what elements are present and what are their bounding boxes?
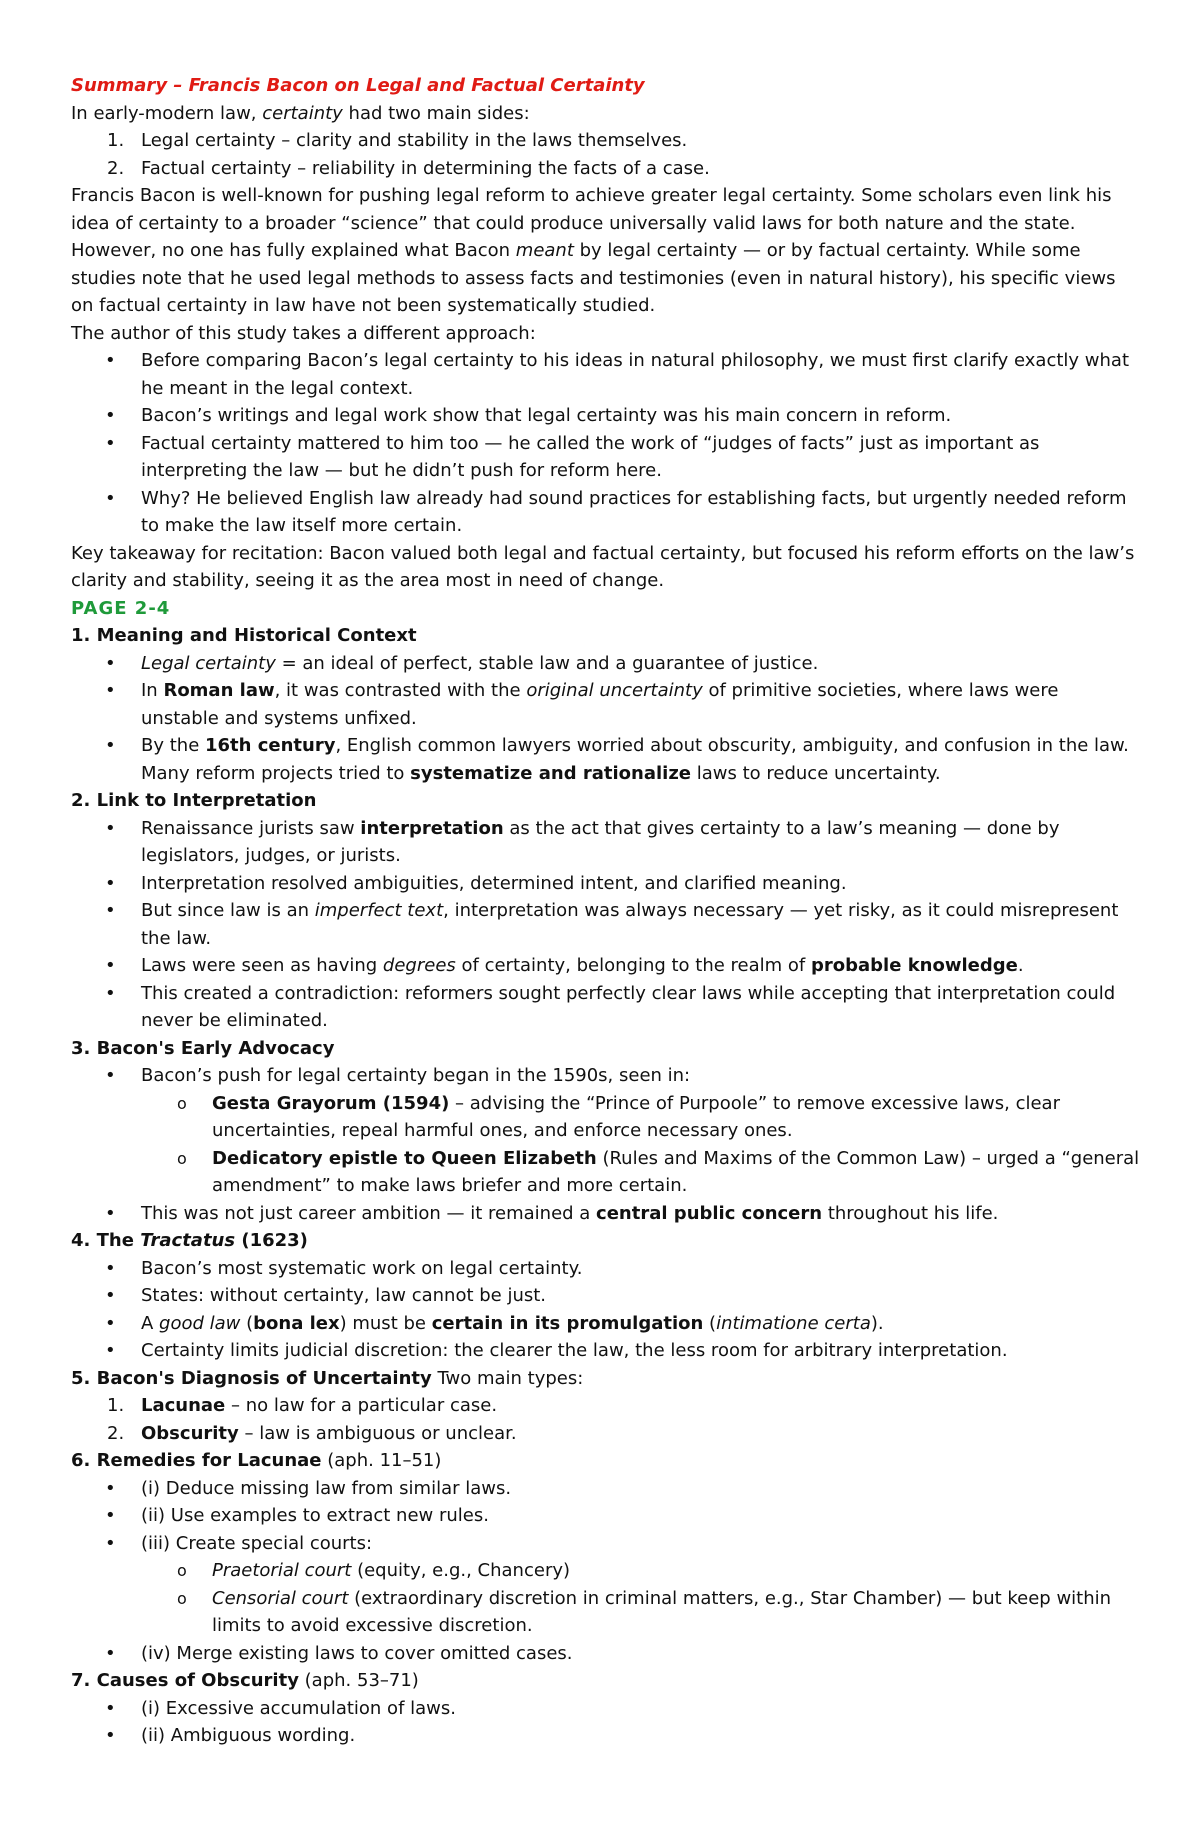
key-takeaway: Key takeaway for recitation: Bacon valued both legal and factual certainty, but focused his reform efforts on the law’s clarity and stability, seeing it as the area most in need of change. [71,542,1135,591]
sub-bullet-icon: o [177,1093,187,1113]
list-item [71,155,1141,183]
bullet-icon: • [105,872,116,894]
section-heading-early-advocacy: 3. Bacon's Early Advocacy [71,1037,335,1059]
list-item-text: – advising the “Prince of Purpoole” to remove excessive laws, clear uncertainties, repeal harmful ones, and enforce necessary ones. [212,1092,1060,1141]
list-item-text: This was not just career ambition — it remained a [141,1202,597,1224]
bullet-icon: • [105,817,116,839]
list-item [71,815,1141,870]
list-item [71,430,1141,485]
bullet-icon: • [105,350,116,371]
document-body [71,72,1141,1750]
certainty-sides-list [71,127,1141,182]
list-item-text: (extraordinary discretion in criminal matters, e.g., Star Chamber) — but keep within limits to avoid excessive discretion. [212,1587,1112,1636]
list-item [71,347,1141,402]
bullet-icon: • [105,900,116,921]
list-item [71,1200,1141,1228]
heading-text-end: (1623) [235,1230,308,1251]
term-bold: interpretation [360,817,504,839]
list-item-text: Bacon’s most systematic work on legal certainty. [141,1257,583,1279]
section-5-list [71,1392,1141,1447]
bullet-icon: • [105,680,116,701]
list-number: 2. [107,157,125,179]
bullet-icon: • [105,1532,116,1554]
bullet-icon: • [105,1505,116,1526]
list-item [71,127,1141,155]
list-item [71,1502,1141,1530]
list-item [71,485,1141,540]
term-emphasis: original uncertainty [526,680,703,701]
bullet-icon: • [105,1697,116,1719]
list-item-text: laws to reduce uncertainty. [691,762,941,784]
section-6-list [71,1475,1141,1668]
section-1-list [71,650,1141,788]
sub-bullet-icon: o [177,1148,187,1168]
term-emphasis: good law [159,1312,241,1334]
list-item-text: . [1017,955,1024,976]
paragraph-bacon-reform [71,182,1141,320]
bullet-icon: • [105,1312,116,1334]
section-4-list [71,1255,1141,1365]
list-item-text: of primitive societies, where laws were unstable and systems unfixed. [141,680,1059,729]
term-bold: central public concern [596,1202,823,1224]
heading-text: 4. The [71,1230,141,1251]
list-item-text: Factual certainty mattered to him too — he called the work of “judges of facts” just as important as interpreting the law — but he didn’t push for reform here. [141,432,1040,481]
list-item-text: ). [870,1312,884,1334]
list-item-text: = an ideal of perfect, stable law and a guarantee of justice. [275,652,819,674]
term-bold: Lacunae [141,1395,226,1416]
bullet-icon: • [105,487,116,509]
intro-line [71,100,1141,128]
list-item-text: – no law for a particular case. [225,1395,498,1416]
bullet-icon: • [105,1725,116,1746]
bullet-icon: • [105,955,116,976]
bullet-icon: • [105,405,116,426]
approach-list [71,347,1141,540]
list-item-text: (ii) Ambiguous wording. [141,1725,356,1746]
list-item-text: (i) Excessive accumulation of laws. [141,1697,456,1719]
heading-emphasis: Tractatus [140,1230,236,1251]
sub-list-item [71,1090,1141,1145]
bullet-icon: • [105,982,116,1004]
list-item-text: (iv) Merge existing laws to cover omitted cases. [141,1642,573,1664]
heading-text-rest: (aph. 11–51) [321,1450,442,1471]
heading-text-rest: Two main types: [431,1367,584,1389]
heading-text: 7. Causes of Obscurity [71,1670,299,1691]
heading-text: 6. Remedies for Lacunae [71,1450,322,1471]
heading-text-rest: (aph. 53–71) [298,1670,419,1691]
intro-emphasis: certainty [262,102,343,124]
list-item [71,1282,1141,1310]
list-item [71,732,1141,787]
sub-bullet-icon: o [177,1561,187,1580]
list-item-text: A [141,1312,160,1334]
term-bold: certain in its promulgation [431,1312,704,1334]
list-item-text: as the act that gives certainty to a law’s meaning — done by legislators, judges, or jurists. [141,817,1060,866]
list-item-text: (i) Deduce missing law from similar laws. [141,1477,512,1499]
list-item-text: Renaissance jurists saw [141,817,361,839]
list-item-text: – law is ambiguous or unclear. [238,1422,517,1444]
term-emphasis: Legal certainty [141,652,276,674]
sub-list-item [71,1585,1141,1640]
term-emphasis: Censorial court [212,1587,349,1609]
list-item [71,1475,1141,1503]
bullet-icon: • [105,1202,116,1224]
term-bold: Dedicatory epistle to Queen Elizabeth [212,1147,597,1169]
list-item-text: Bacon’s writings and legal work show that legal certainty was his main concern in reform. [141,405,952,426]
term-emphasis: imperfect text [314,900,444,921]
bullet-icon: • [105,1257,116,1279]
term-emphasis: Praetorial court [212,1560,352,1581]
list-item-text: Certainty limits judicial discretion: the clearer the law, the less room for arbitrary interpretation. [141,1340,1008,1361]
list-item-text: By the [141,735,205,756]
list-item-text: ( [240,1312,254,1334]
list-number: 1. [107,130,125,151]
list-item-text: , English common lawyers worried about obscurity, ambiguity, and confusion in the law. Many reform projects tried to [141,735,1129,784]
term-bold: Roman law [163,680,275,701]
list-item-text: In [141,680,164,701]
list-item-text: This created a contradiction: reformers sought perfectly clear laws while accepting that interpretation could never be eliminated. [141,982,1116,1031]
list-item [71,1310,1141,1338]
list-item [71,677,1141,732]
bullet-icon: • [105,1477,116,1499]
term-bold: bona lex [253,1312,340,1334]
list-item-text: throughout his life. [822,1202,999,1224]
list-item-text: (iii) Create special courts: [141,1532,373,1554]
list-item [71,1695,1141,1723]
list-item-text: (equity, e.g., Chancery) [351,1560,571,1581]
intro-text: In early-modern law, [71,102,263,124]
paragraph-text: Francis Bacon is well-known for pushing legal reform to achieve greater legal certainty. Some scholars even link his idea of certainty to a broader “science” that could produce universally valid laws for both nature and the state. However, no one has fully explained what Bacon [71,185,1112,261]
section-heading-obscurity [71,1667,1141,1695]
paragraph-text-end: by legal certainty — or by factual certainty. While some studies note that he used legal methods to assess facts and testimonies (even in natural history), his specific views on factual certainty in law have not been systematically studied. [71,240,1116,316]
term-emphasis: intimatione certa [716,1312,871,1334]
bullet-icon: • [105,1642,116,1664]
paragraph-emphasis: meant [515,240,574,261]
list-item-text: ( [703,1312,717,1334]
list-number: 1. [107,1395,125,1416]
list-item-text: of certainty, belonging to the realm of [455,955,811,976]
list-item [71,897,1141,952]
term-bold: 16th century [204,735,336,756]
term-emphasis: degrees [382,955,456,976]
section-heading-remedies [71,1447,1141,1475]
list-item-text: Bacon’s push for legal certainty began in the 1590s, seen in: [141,1065,691,1086]
section-heading-meaning: 1. Meaning and Historical Context [71,625,417,646]
list-item [71,402,1141,430]
bullet-icon: • [105,1065,116,1086]
section-heading-interpretation: 2. Link to Interpretation [71,790,317,811]
list-item-text: Before comparing Bacon’s legal certainty to his ideas in natural philosophy, we must first clarify exactly what he meant in the legal context. [141,350,1130,399]
list-item-text: , interpretation was always necessary — yet risky, as it could misrepresent the law. [141,900,1119,949]
bullet-icon: • [105,432,116,454]
list-item [71,1640,1141,1668]
list-item [71,1255,1141,1283]
bullet-icon: • [105,1285,116,1306]
bullet-icon: • [105,735,116,756]
section-3-list [71,1062,1141,1227]
author-approach-line: The author of this study takes a different approach: [71,322,536,344]
list-item-text: States: without certainty, law cannot be just. [141,1285,547,1306]
list-item [71,952,1141,980]
list-item [71,650,1141,678]
bullet-icon: • [105,1340,116,1361]
list-item [71,1392,1141,1420]
list-item-text: ) must be [339,1312,432,1334]
section-heading-tractatus [71,1227,1141,1255]
list-item [71,1062,1141,1090]
list-item [71,1722,1141,1750]
sub-list-item [71,1145,1141,1200]
section-7-list [71,1695,1141,1750]
bullet-icon: • [105,652,116,674]
list-item [71,980,1141,1035]
list-item-text: Laws were seen as having [141,955,383,976]
page-range-label: PAGE 2-4 [71,597,171,619]
heading-text: 5. Bacon's Diagnosis of Uncertainty [71,1367,432,1389]
sub-bullet-icon: o [177,1588,187,1608]
list-item-text: (Rules and Maxims of the Common Law) – urged a “general amendment” to make laws briefer and more certain. [212,1147,1140,1196]
term-bold: Obscurity [141,1422,239,1444]
list-item [71,1530,1141,1558]
list-item-text: But since law is an [141,900,315,921]
list-item-text: Factual certainty – reliability in determining the facts of a case. [141,157,710,179]
section-2-list [71,815,1141,1035]
summary-title: Summary – Francis Bacon on Legal and Factual Certainty [71,75,645,96]
list-item [71,1420,1141,1448]
term-bold: systematize and rationalize [410,762,692,784]
list-item [71,1337,1141,1365]
list-item-text: (ii) Use examples to extract new rules. [141,1505,489,1526]
section-heading-diagnosis [71,1365,1141,1393]
list-item-text: Legal certainty – clarity and stability in the laws themselves. [141,130,688,151]
list-number: 2. [107,1422,125,1444]
term-bold: Gesta Grayorum (1594) [212,1092,450,1114]
list-item-text: , it was contrasted with the [274,680,527,701]
intro-text-end: had two main sides: [342,102,530,124]
term-bold: probable knowledge [811,955,1018,976]
list-item [71,870,1141,898]
sub-list-item [71,1557,1141,1585]
list-item-text: Why? He believed English law already had sound practices for establishing facts, but urgently needed reform to make the law itself more certain. [141,487,1127,536]
list-item-text: Interpretation resolved ambiguities, determined intent, and clarified meaning. [141,872,847,894]
